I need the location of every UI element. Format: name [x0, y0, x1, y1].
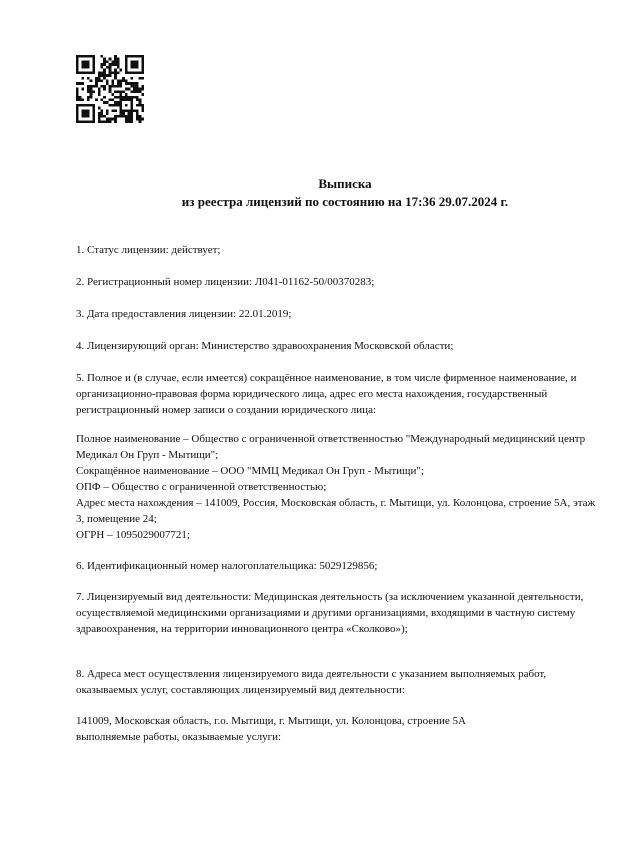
document-title: Выписка: [318, 176, 372, 191]
short-name: Сокращённое наименование – ООО "ММЦ Медикал Он Груп - Мытищи";: [76, 465, 424, 477]
full-name: Полное наименование – Общество с ограниченной ответственностью "Международный медицинский центр Медикал Он Груп - Мытищи";: [76, 433, 586, 461]
place-address: 141009, Московская область, г.о. Мытищи, г. Мытищи, ул. Колонцова, строение 5А: [76, 715, 467, 727]
works-label: выполняемые работы, оказываемые услуги:: [76, 731, 282, 743]
opf: ОПФ – Общество с ограниченной ответственностью;: [76, 481, 327, 493]
names-section-header: 5. Полное и (в случае, если имеется) сокращённое наименование, в том числе фирменное наименование, и организационно-правовая форма юридического лица, адрес его места нахождения, государственный регистрационный номер записи о создании юридического лица:: [76, 372, 577, 416]
license-status: 1. Статус лицензии: действует;: [76, 244, 221, 256]
document-subtitle: из реестра лицензий по состоянию на 17:36 29.07.2024 г.: [181, 194, 509, 209]
qr-code-icon: [76, 55, 144, 123]
inn: 6. Идентификационный номер налогоплательщика: 5029129856;: [76, 560, 378, 572]
licensing-authority: 4. Лицензирующий орган: Министерство здравоохранения Московской области;: [76, 340, 454, 352]
licensed-activity: 7. Лицензируемый вид деятельности: Медицинская деятельность (за исключением указанной деятельности, осуществляемой медицинскими организациями и другими организациями, входящими в частную систему здравоохранения, на территории инновационного центра «Сколково»);: [76, 591, 584, 635]
legal-address: Адрес места нахождения – 141009, Россия, Московская область, г. Мытищи, ул. Колонцова, строение 5А, этаж 3, помещение 24;: [76, 497, 596, 525]
ogrn: ОГРН – 1095029007721;: [76, 529, 190, 541]
license-date: 3. Дата предоставления лицензии: 22.01.2019;: [76, 308, 292, 320]
places-section-header: 8. Адреса мест осуществления лицензируемого вида деятельности с указанием выполняемых работ, оказываемых услуг, составляющих лицензируемый вид деятельности:: [76, 668, 547, 696]
license-reg-number: 2. Регистрационный номер лицензии: Л041-01162-50/00370283;: [76, 276, 375, 288]
